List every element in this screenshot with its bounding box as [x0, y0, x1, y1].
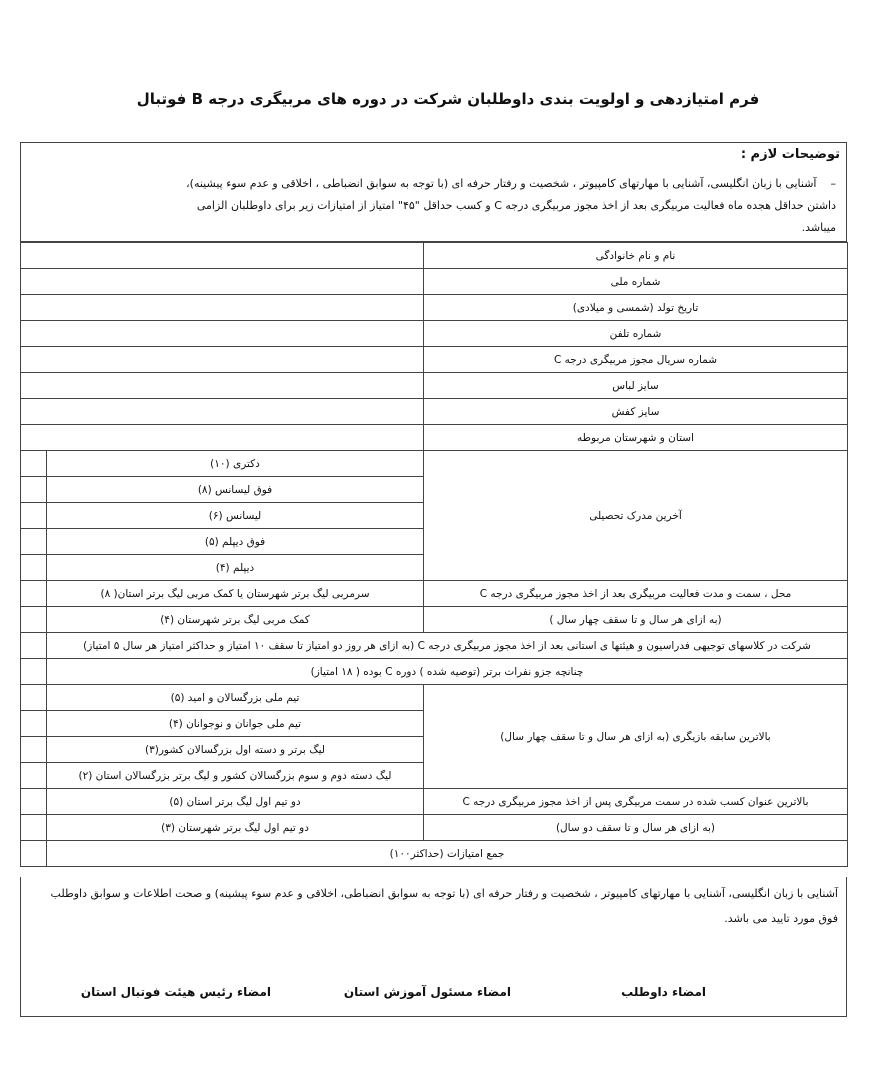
notes-line-3: میباشد. — [801, 221, 836, 234]
playing-option: لیگ برتر و دسته اول بزرگسالان کشور(۳) — [47, 737, 424, 763]
table-row — [21, 581, 848, 607]
score-cell[interactable] — [21, 737, 47, 763]
table-row — [21, 243, 848, 269]
education-option: فوق دیپلم (۵) — [47, 529, 424, 555]
score-cell[interactable] — [21, 685, 47, 711]
coaching-option: کمک مربی لیگ برتر شهرستان (۴) — [47, 607, 424, 633]
title-award-label-line-1: بالاترین عنوان کسب شده در سمت مربیگری پس از اخذ مجوز مربیگری درجه C — [424, 789, 848, 815]
score-cell[interactable] — [21, 659, 47, 685]
field-label-phone: شماره تلفن — [424, 321, 848, 347]
table-row — [21, 425, 848, 451]
table-row — [21, 841, 848, 867]
table-row — [21, 607, 848, 633]
score-cell[interactable] — [21, 477, 47, 503]
total-score-label: جمع امتیازات (حداکثر۱۰۰) — [47, 841, 848, 867]
table-row — [21, 659, 848, 685]
field-label-province-city: استان و شهرستان مربوطه — [424, 425, 848, 451]
playing-option: لیگ دسته دوم و سوم بزرگسالان کشور و لیگ برتر بزرگسالان استان (۲) — [47, 763, 424, 789]
notes-box — [20, 142, 847, 242]
table-row — [21, 269, 848, 295]
field-input-phone[interactable] — [21, 321, 424, 347]
field-input-shirt-size[interactable] — [21, 373, 424, 399]
field-label-license-serial: شماره سریال مجوز مربیگری درجه C — [424, 347, 848, 373]
field-input-province-city[interactable] — [21, 425, 424, 451]
education-option: لیسانس (۶) — [47, 503, 424, 529]
score-cell[interactable] — [21, 581, 47, 607]
title-award-label-line-2: (به ازای هر سال و تا سقف دو سال) — [424, 815, 848, 841]
field-input-name[interactable] — [21, 243, 424, 269]
education-option: دیپلم (۴) — [47, 555, 424, 581]
table-row — [21, 295, 848, 321]
table-row — [21, 347, 848, 373]
signature-education-officer: امضاء مسئول آموزش استان — [343, 985, 511, 999]
playing-option: تیم ملی بزرگسالان و امید (۵) — [47, 685, 424, 711]
score-cell[interactable] — [21, 555, 47, 581]
field-input-national-id[interactable] — [21, 269, 424, 295]
notes-line-1: آشنایی با زبان انگلیسی، آشنایی با مهارتهای کامپیوتر ، شخصیت و رفتار حرفه ای (با توجه به سوابق انضباطی ، اخلاقی و عدم سوء پیشینه)، — [186, 177, 817, 190]
playing-option: تیم ملی جوانان و نوجوانان (۴) — [47, 711, 424, 737]
score-cell[interactable] — [21, 711, 47, 737]
education-option: دکتری (۱۰) — [47, 451, 424, 477]
score-cell[interactable] — [21, 503, 47, 529]
table-row — [21, 321, 848, 347]
signature-board-head: امضاء رئیس هیئت فوتبال استان — [80, 985, 271, 999]
score-cell[interactable] — [21, 633, 47, 659]
field-label-national-id: شماره ملی — [424, 269, 848, 295]
approval-box — [20, 877, 847, 1017]
table-row — [21, 789, 848, 815]
field-label-name: نام و نام خانوادگی — [424, 243, 848, 269]
score-cell[interactable] — [21, 789, 47, 815]
score-cell[interactable] — [21, 607, 47, 633]
notes-line-2: داشتن حداقل هجده ماه فعالیت مربیگری بعد از اخذ مجوز مربیگری درجه C و کسب حداقل "۴۵" امتیاز از امتیازات زیر برای داوطلبان الزامی — [196, 199, 836, 212]
table-row — [21, 633, 848, 659]
field-label-shoe-size: سایز کفش — [424, 399, 848, 425]
coaching-label-line-2: (به ازای هر سال و تا سقف چهار سال ) — [424, 607, 848, 633]
table-row — [21, 815, 848, 841]
total-score-cell[interactable] — [21, 841, 47, 867]
table-row — [21, 399, 848, 425]
score-cell[interactable] — [21, 451, 47, 477]
table-row — [21, 451, 848, 477]
field-input-shoe-size[interactable] — [21, 399, 424, 425]
field-label-birth-date: تاریخ تولد (شمسی و میلادی) — [424, 295, 848, 321]
education-label: آخرین مدرک تحصیلی — [424, 451, 848, 581]
score-cell[interactable] — [21, 529, 47, 555]
form-title: فرم امتیازدهی و اولویت بندی داوطلبان شرکت در دوره های مربیگری درجه B فوتبال — [136, 90, 760, 108]
score-cell[interactable] — [21, 815, 47, 841]
table-row — [21, 373, 848, 399]
playing-label: بالاترین سابقه بازیگری (به ازای هر سال و تا سقف چهار سال) — [424, 685, 848, 789]
bullet-dash: – — [830, 177, 836, 190]
signature-candidate: امضاء داوطلب — [621, 985, 706, 999]
approval-text: آشنایی با زبان انگلیسی، آشنایی با مهارتهای کامپیوتر ، شخصیت و رفتار حرفه ای (با توجه به سوابق انضباطی، اخلاقی و عدم سوء پیشینه) و صحت اطلاعات و سوابق داوطلب فوق مورد تایید می باشد. — [50, 887, 838, 925]
notes-body — [36, 173, 836, 239]
field-label-shirt-size: سایز لباس — [424, 373, 848, 399]
classes-row-text: شرکت در کلاسهای توجیهی فدراسیون و هیئتها ی استانی بعد از اخذ مجوز مربیگری درجه C (به ازای هر روز دو امتیاز تا سقف ۱۰ امتیاز و حداکثر امتیاز هر سال ۵ امتیاز) — [47, 633, 848, 659]
table-row — [21, 685, 848, 711]
title-award-option: دو تیم اول لیگ برتر استان (۵) — [47, 789, 424, 815]
education-option: فوق لیسانس (۸) — [47, 477, 424, 503]
notes-heading: توضیحات لازم : — [740, 147, 840, 162]
coaching-label-line-1: محل ، سمت و مدت فعالیت مربیگری بعد از اخذ مجوز مربیگری درجه C — [424, 581, 848, 607]
field-input-birth-date[interactable] — [21, 295, 424, 321]
scoring-table — [20, 242, 848, 867]
elite-row-text: چنانچه جزو نفرات برتر (توصیه شده ) دوره C بوده ( ۱۸ امتیاز) — [47, 659, 848, 685]
title-award-option: دو تیم اول لیگ برتر شهرستان (۳) — [47, 815, 424, 841]
score-cell[interactable] — [21, 763, 47, 789]
coaching-option: سرمربی لیگ برتر شهرستان یا کمک مربی لیگ برتر استان( ۸) — [47, 581, 424, 607]
field-input-license-serial[interactable] — [21, 347, 424, 373]
